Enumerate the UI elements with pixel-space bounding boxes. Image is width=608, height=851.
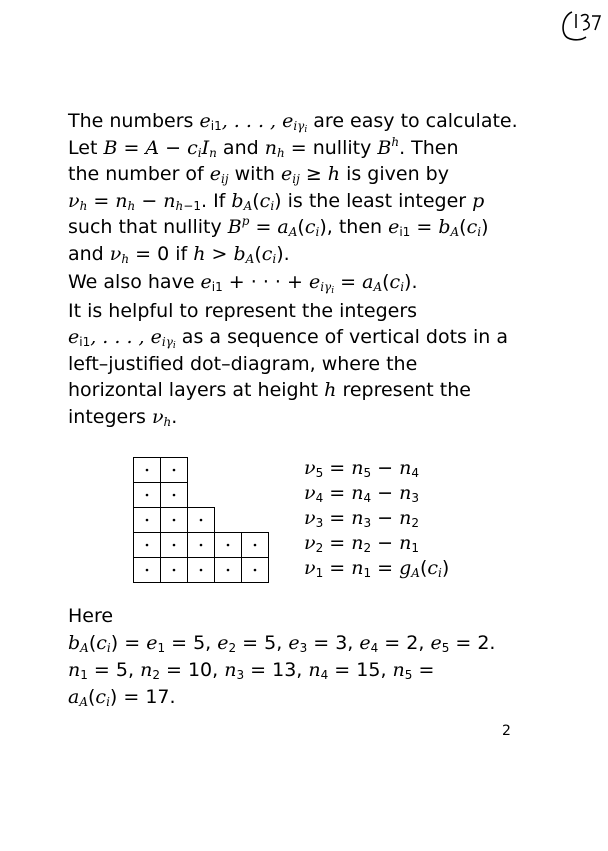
text: , then — [326, 216, 389, 238]
text: is the least integer — [281, 189, 473, 212]
handwritten-page-note — [554, 6, 602, 50]
text: if — [169, 242, 194, 265]
text: is given by — [340, 163, 449, 185]
text: with — [228, 163, 281, 185]
text: left–justified dot–diagram, where the — [68, 352, 418, 375]
text: horizontal layers at height — [68, 379, 325, 401]
text: We also have — [68, 271, 201, 293]
text: It is helpful to represent the integers — [68, 299, 418, 322]
text: If — [213, 189, 232, 212]
text: such that nullity — [68, 216, 228, 238]
text: Let — [68, 136, 104, 159]
here-label: Here — [68, 605, 114, 627]
page-number: 2 — [502, 723, 511, 739]
nu-equations: $\nu_5 = n_5 - n_4$ $\nu_4 = n_4 - n_3$ $\nu_3 = n_3 - n_2$ $\nu_2 = n_2 - n_1$ $\nu_1 = n_1 = g_A(c_i)$ — [304, 457, 450, 580]
text: and — [68, 242, 110, 265]
text: as a sequence of vertical dots in a — [175, 326, 508, 348]
text: integers — [68, 405, 152, 428]
text: . Then — [399, 136, 459, 159]
main-text: The numbers $e_{i1}$, . . . , $e_{i\gamma_i}$ are easy to calculate. Let $B = A - c_iI_n$ and $n_h$ = nullity $B^h$. Then the number of $e_{ij}$ with $e_{ij} \ge h$ is given by $\nu_h = n_h - n_{h-1}$. If $b_A(c_i)$ is the least integer p such that nullity $B^p = a_A(c_i)$, then $e_{i1} = b_A(c_i)$ and $\nu_h = 0$ if $h > b_A(c_i)$. We also have $e_{i1}$ + · · · + $e_{i\gamma_i} = a_A(c_i)$. It is helpful to represent the integers $e_{i1}$, . . . , $e_{i\gamma_i}$ as a sequence of vertical dots in a left–justified dot–diagram, where the horizontal layers at height h represent the integers $\nu_h$. — [68, 110, 518, 429]
text: = nullity — [284, 136, 378, 159]
text: the number of — [68, 163, 210, 185]
text: represent the — [336, 379, 471, 401]
text: The numbers — [68, 110, 200, 132]
dot-diagram — [133, 457, 273, 583]
text: are easy to calculate. — [307, 110, 518, 132]
here-section: Here $b_A(c_i) = e_1 = 5$, $e_2 = 5$, $e_3 = 3$, $e_4 = 2$, $e_5 = 2$. $n_1 = 5$, $n_2 = 10$, $n_3 = 13$, $n_4 = 15$, $n_5$ = $a_A(c_i) = 17$. — [68, 603, 568, 711]
text: and — [216, 136, 265, 159]
